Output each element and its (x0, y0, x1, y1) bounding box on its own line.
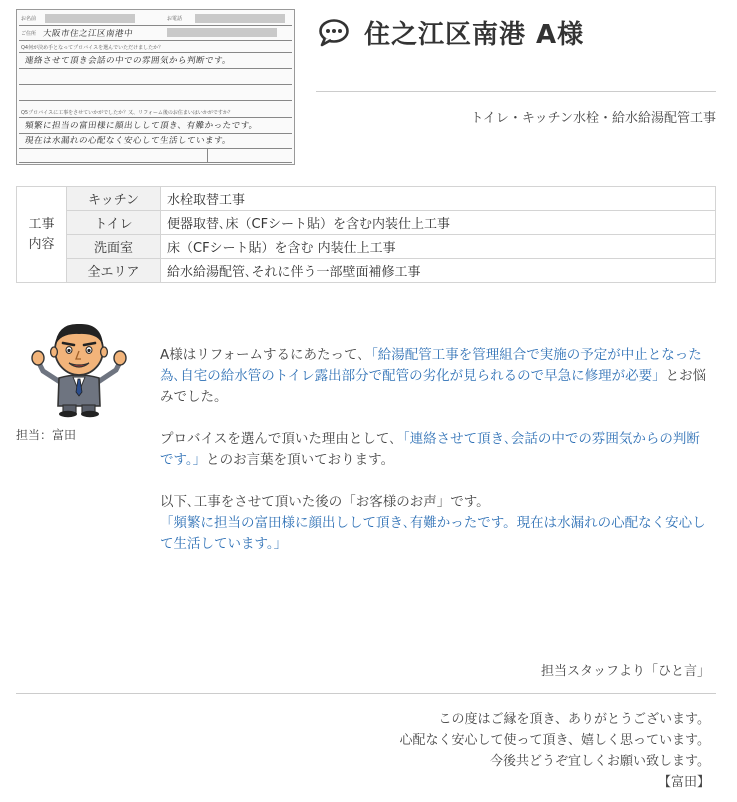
story-text (160, 345, 712, 576)
scan-redacted-phone (195, 14, 285, 23)
story-p2-highlight: 「連絡させて頂き､会話の中での雰囲気からの判断です。」 (160, 431, 700, 468)
work-category: 全エリア (67, 259, 161, 283)
scan-q5-handwriting-2: 現在は水漏れの心配なく安心して生活しています。 (24, 136, 232, 146)
staff-message-line: 心配なく安心して使って頂き、嬉しく思っています。 (399, 733, 710, 748)
work-description: 便器取替､床（CFシート貼）を含む内装仕上工事 (161, 211, 716, 235)
scan-q4-label: Q4何が決め手となってプロバイスを選んでいただけましたか？ (21, 45, 164, 51)
scan-address-handwriting: 大阪市住之江区南港中 (42, 29, 134, 39)
staff-message-heading: 担当スタッフより「ひと言」 (540, 664, 710, 679)
table-row (17, 235, 716, 259)
story-p1-highlight: 「給湯配管工事を管理組合で実施の予定が中止となった為､自宅の給水管のトイレ露出部分で配管の劣化が見られるので早急に修理が必要」 (160, 347, 702, 384)
scan-name-label: お名前 (21, 16, 37, 22)
story-p1-text: A様はリフォームするにあたって､ (160, 347, 365, 363)
message-divider (16, 693, 716, 694)
work-content-table (16, 186, 716, 283)
table-row (17, 187, 716, 211)
scan-q5-label: Q5プロバイスに工事をさせていかがでしたか？又、リフォーム後のお住まいはいかがですか？ (21, 110, 233, 116)
work-table-heading-line2: 内容 (28, 236, 55, 252)
scan-address-label: ご住所 (21, 31, 37, 37)
scan-redacted-address (167, 28, 277, 37)
story-paragraph (160, 492, 712, 555)
survey-scan-image (16, 9, 295, 165)
work-table-heading (17, 187, 67, 283)
story-p1-text-end: とお悩みでした。 (160, 368, 707, 405)
work-description: 給水給湯配管､それに伴う一部壁面補修工事 (161, 259, 716, 283)
story-paragraph (160, 429, 712, 471)
page-subtitle: トイレ・キッチン水栓・給水給湯配管工事 (470, 111, 716, 126)
page-title: 住之江区南港 A様 (364, 20, 585, 50)
work-table-heading-line1: 工事 (28, 216, 55, 232)
scan-redacted-name (45, 14, 135, 23)
customer-voice-highlight: 「頻繁に担当の富田様に顔出しして頂き､有難かったです。現在は水漏れの心配なく安心して生活しています。」 (160, 515, 706, 552)
staff-illustration (30, 320, 128, 418)
title-divider (316, 91, 716, 92)
work-category: トイレ (67, 211, 161, 235)
story-p2-text-end: とのお言葉を頂いております。 (206, 452, 395, 468)
scan-phone-label: お電話 (167, 16, 183, 22)
scan-q5-handwriting-1: 頻繁に担当の富田様に顔出しして頂き、有難かったです。 (24, 121, 259, 131)
scan-q4-handwriting: 連絡させて頂き会話の中での雰囲気から判断です。 (24, 56, 232, 66)
staff-signature: 【富田】 (657, 775, 710, 790)
staff-message-line: 今後共どうぞ宜しくお願い致します。 (490, 754, 710, 769)
work-category: キッチン (67, 187, 161, 211)
staff-message (400, 709, 710, 793)
work-description: 水栓取替工事 (161, 187, 716, 211)
work-description: 床（CFシート貼）を含む 内装仕上工事 (161, 235, 716, 259)
table-row (17, 211, 716, 235)
table-row (17, 259, 716, 283)
staff-message-line: この度はご縁を頂き、ありがとうございます。 (438, 712, 710, 727)
title-block (318, 14, 584, 51)
story-paragraph (160, 345, 712, 408)
chat-bubble-icon (318, 18, 350, 48)
work-category: 洗面室 (67, 235, 161, 259)
story-p3-text: 以下､工事をさせて頂いた後の「お客様のお声」です。 (160, 494, 490, 510)
story-p2-text: プロバイスを選んで頂いた理由として､ (160, 431, 397, 447)
staff-caption: 担当：富田 (16, 428, 77, 442)
